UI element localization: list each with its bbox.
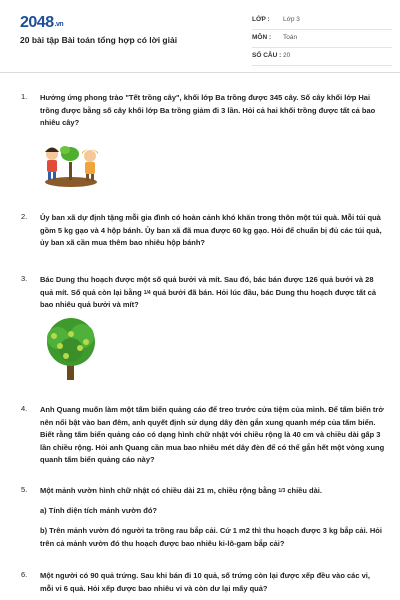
question-text: Ủy ban xã dự định tặng mỗi gia đình có hoàn cảnh khó khăn trong thôn một túi quà. Mỗi túi quà gồm 5 kg gạo và 4 hộp bánh. Ủy ban xã đã mua được 60 kg gạo. Hỏi để chuẩn bị đủ các túi quà, ủy ban xã cần mua thêm bao nhiêu hộp bánh?: [40, 213, 382, 247]
document-title: 20 bài tập Bài toán tổng hợp có lời giải: [20, 35, 178, 45]
question-number: 4.: [21, 404, 28, 413]
question-text-part: Một mảnh vườn hình chữ nhật có chiều dài 21 m, chiều rộng bằng: [40, 486, 279, 495]
meta-row-subject: [252, 30, 392, 48]
kids-planting-tree-image: [40, 132, 102, 188]
logo-suffix: .vn: [54, 21, 64, 28]
site-logo[interactable]: [20, 14, 63, 32]
question-number: 3.: [21, 274, 28, 283]
question-number: 1.: [21, 92, 28, 101]
question-text-part: chiều dài.: [285, 486, 322, 495]
question-text: Anh Quang muốn làm một tấm biển quảng cáo để treo trước cửa tiệm của mình. Để tấm biển trở nên nổi bật vào ban đêm, anh quyết định sử dụng dây đèn gắn xung quanh mép của tấm biển. Biết rằng tấm biển quảng cáo có dạng hình chữ nhật với chiều rộng là 40 cm và chiều dài gấp 3 lần chiều rộng. Hỏi anh Quang cần mua bao nhiêu mét dây đèn để có thể gắn hết một vòng xung quanh tấm biển quảng cáo này?: [40, 405, 385, 464]
meta-key: LỚP :: [252, 16, 270, 23]
fraction: 1/4: [143, 289, 151, 296]
page-header: [0, 0, 400, 73]
question-number: 5.: [21, 485, 28, 494]
question-text-part: Bác Dung thu hoạch được một số quả bưởi và mít. Sau đó, bác bán được 126 quả bưởi và 28 quả mít. Số quả còn lại bằng: [40, 275, 374, 297]
question-text-part: quả bưởi đã bán. Hỏi lúc đầu, bác Dung thu hoạch được tất cả bao nhiêu quả bưởi và mít?: [40, 287, 377, 309]
question-text: [40, 485, 385, 498]
meta-value: 20: [283, 52, 291, 59]
meta-value: Lớp 3: [283, 16, 300, 23]
question-number: 6.: [21, 570, 28, 579]
meta-row-grade: [252, 12, 392, 30]
fraction: 1/3: [278, 488, 286, 494]
fruit-tree-image: [36, 316, 106, 382]
meta-key: MÔN :: [252, 34, 272, 41]
meta-value: Toán: [283, 34, 298, 41]
question-text: [40, 274, 385, 312]
question-text: Một người có 90 quả trứng. Sau khi bán đi 10 quả, số trứng còn lại được xếp đều vào các vỉ, mỗi vỉ 6 quả. Hỏi xếp được bao nhiêu vỉ và còn dư lại mấy quả?: [40, 571, 370, 593]
meta-row-count: [252, 48, 392, 66]
sub-question-a: a) Tính diện tích mảnh vườn đó?: [40, 506, 158, 515]
meta-key: SỐ CÂU :: [252, 52, 282, 59]
sub-question-b: b) Trên mảnh vườn đó người ta trồng rau bắp cải. Cứ 1 m2 thì thu hoạch được 3 kg bắp cải. Hỏi trên cả mảnh vườn đó thu hoạch được bao nhiêu ki-lô-gam bắp cải?: [40, 526, 382, 548]
logo-text: 2048: [20, 14, 54, 31]
question-number: 2.: [21, 212, 28, 221]
meta-table: [252, 12, 392, 66]
question-text: Hưởng ứng phong trào "Tết trồng cây", khối lớp Ba trồng được 345 cây. Số cây khối lớp Hai trồng được bằng số cây khối lớp Ba trồng giảm đi 3 lần. Hỏi cả hai khối trồng được tất cả bao nhiêu cây?: [40, 93, 376, 127]
